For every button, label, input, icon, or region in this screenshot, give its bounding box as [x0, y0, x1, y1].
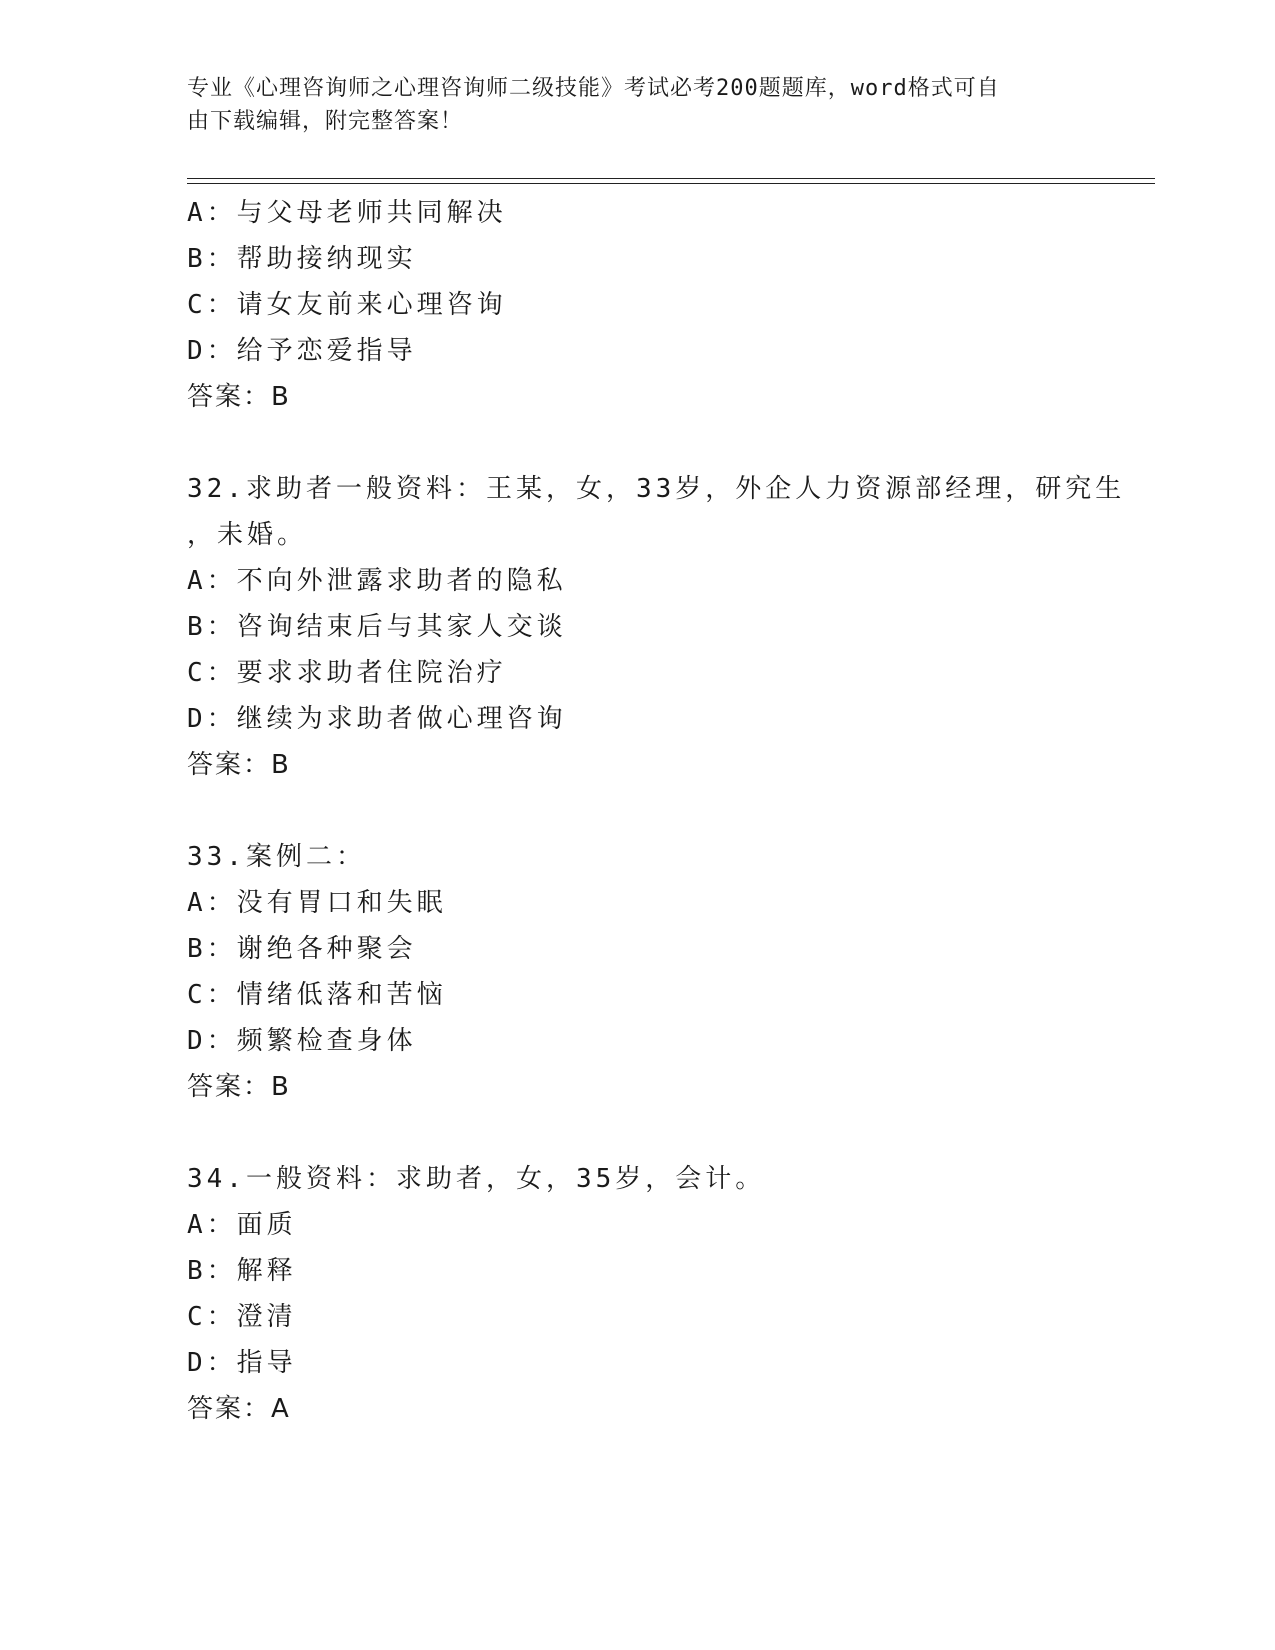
- option-b: B：帮助接纳现实: [187, 244, 417, 274]
- option-d: D：频繁检查身体: [187, 1026, 417, 1056]
- question-31: [187, 190, 1107, 420]
- option-c: C：澄清: [187, 1302, 297, 1332]
- option-b: B：解释: [187, 1256, 297, 1286]
- option-a: A：与父母老师共同解决: [187, 198, 507, 228]
- header-divider-bottom: [187, 183, 1155, 184]
- header-line-1: 专业《心理咨询师之心理咨询师二级技能》考试必考200题题库，word格式可自: [187, 76, 1000, 101]
- option-d: D：指导: [187, 1348, 297, 1378]
- question-stem-continuation: ，未婚。: [187, 520, 308, 550]
- question-33: [187, 834, 1107, 1110]
- question-spacer: [187, 1110, 1107, 1156]
- answer: 答案：B: [187, 382, 291, 412]
- option-c: C：情绪低落和苦恼: [187, 980, 447, 1010]
- option-b: B：咨询结束后与其家人交谈: [187, 612, 567, 642]
- question-stem: 32.求助者一般资料：王某，女，33岁，外企人力资源部经理，研究生: [187, 474, 1126, 504]
- option-d: D：给予恋爱指导: [187, 336, 417, 366]
- question-spacer: [187, 788, 1107, 834]
- option-a: A：面质: [187, 1210, 297, 1240]
- answer: 答案：A: [187, 1394, 291, 1424]
- answer: 答案：B: [187, 1072, 291, 1102]
- option-c: C：要求求助者住院治疗: [187, 658, 507, 688]
- header-line-2: 由下载编辑，附完整答案！: [187, 109, 464, 134]
- answer: 答案：B: [187, 750, 291, 780]
- option-d: D：继续为求助者做心理咨询: [187, 704, 567, 734]
- option-a: A：不向外泄露求助者的隐私: [187, 566, 567, 596]
- option-c: C：请女友前来心理咨询: [187, 290, 507, 320]
- header-divider-top: [187, 178, 1155, 179]
- document-header: [187, 72, 1067, 138]
- question-34: [187, 1156, 1107, 1432]
- question-spacer: [187, 420, 1107, 466]
- question-stem: 34.一般资料：求助者，女，35岁，会计。: [187, 1164, 766, 1194]
- option-b: B：谢绝各种聚会: [187, 934, 417, 964]
- question-stem: 33.案例二：: [187, 842, 366, 872]
- question-32: [187, 466, 1126, 788]
- option-a: A：没有胃口和失眠: [187, 888, 447, 918]
- question-list: [187, 190, 1126, 1432]
